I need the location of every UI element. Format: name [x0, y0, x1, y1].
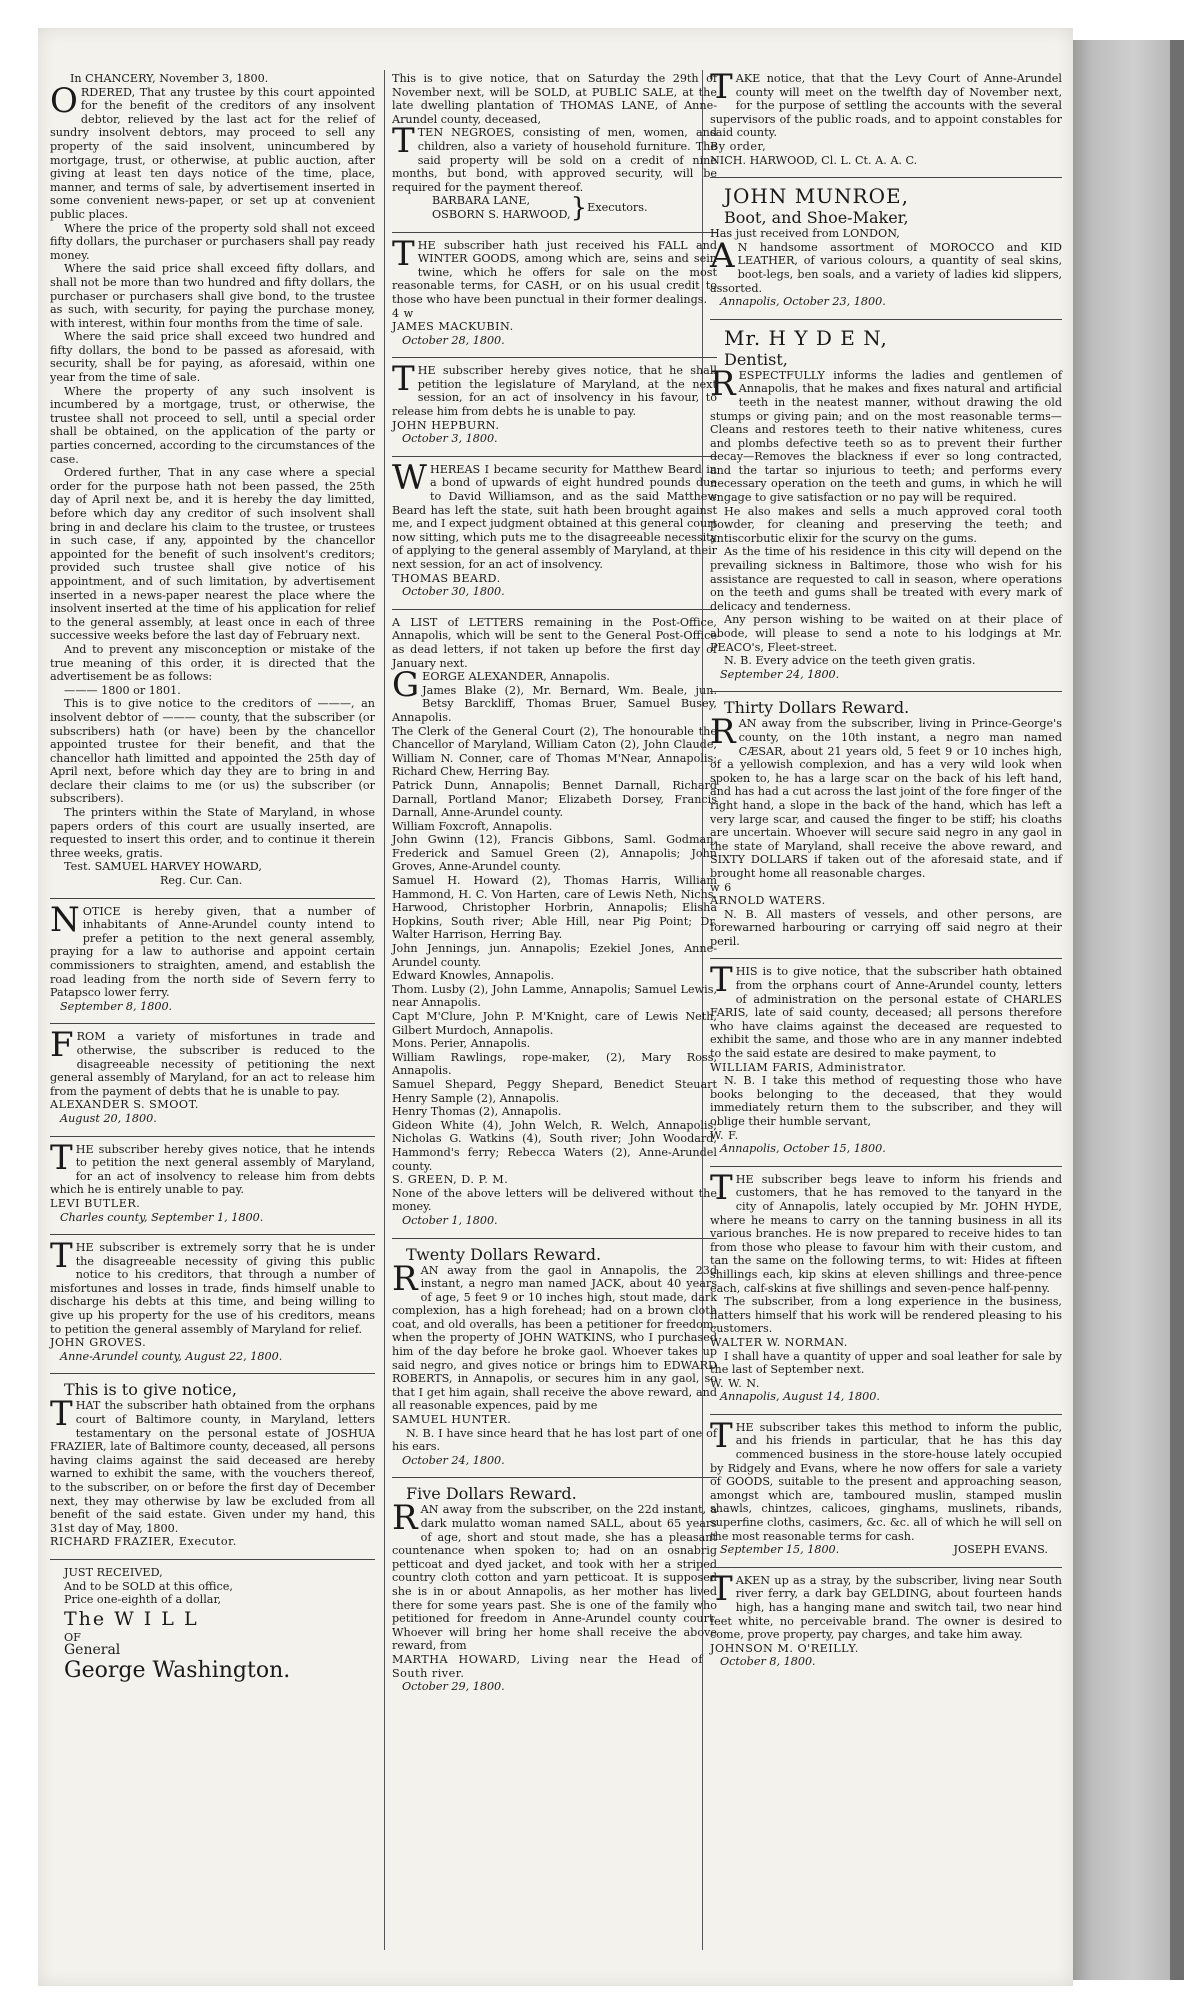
will-line-4: The W I L L [64, 1607, 199, 1630]
divider [710, 1414, 1062, 1415]
mackubin-text: HE subscriber hath just received his FALL and WINTER GOODS, among which are, seins and sein twine, which he offers for sale on the most reasonable terms, for CASH, or on his usual credit to those who have been punctual in their former dealings. [392, 238, 717, 306]
butler-signature: LEVI BUTLER. [50, 1196, 141, 1210]
dropcap-r: R [392, 1498, 418, 1539]
hyden-trade: Dentist, [724, 349, 788, 369]
groves-notice [50, 1236, 375, 1363]
divider [50, 898, 375, 899]
washington-will-ad [50, 1566, 375, 1684]
groves-text: HE subscriber is extremely sorry that he is under the disagreeable necessity of giving this public notice to his creditors, that through a number of misfortunes and losses in trade, finds himself unable to discharge his debts at this time, and being willing to give up his property for the use of his creditors, means to petition the general assembly of Maryland for relief. [50, 1241, 375, 1336]
divider [392, 1477, 717, 1478]
munroe-name: JOHN MUNROE, [724, 184, 909, 209]
chancery-para-6: Ordered further, That in any case where a special order for the purpose hath not been passed, the 25th day of April next be, and it is hereby the day limitted, before which day any creditor of such insolvent shall bring in and declare his claim to the trustee, or trustees in such case, if any, appointed by the chancellor appointed for the benefit of such insolvent's creditors; provided such trustee shall give notice of his appointment, and of such limitation, by advertisement inserted in a news-paper nearest the place where the insolvent inserted at the time of his application for relief to the general assembly, at least once in each of three successive weeks before the last day of February next. [50, 466, 375, 643]
dropcap-t: T [710, 1415, 733, 1456]
road-petition-notice [50, 899, 375, 1014]
levy-text: AKE notice, that that the Levy Court of Anne-Arundel county will meet on the twelfth day of November next, for the purpose of settling the accounts with the several supervisors of the public roads, and to appoint constables for said county. [710, 72, 1062, 140]
hepburn-signature: JOHN HEPBURN. [392, 418, 500, 432]
faris-date: Annapolis, October 15, 1800. [720, 1142, 886, 1156]
letters-date: October 1, 1800. [402, 1213, 498, 1227]
divider [710, 1567, 1062, 1568]
column-1 [50, 72, 375, 1694]
faris-initials: W. F. [710, 1128, 739, 1142]
divider [392, 1238, 717, 1239]
dropcap-a: A [710, 235, 735, 276]
beard-notice [392, 457, 717, 599]
butler-notice [50, 1137, 375, 1225]
dropcap-r: R [392, 1258, 418, 1299]
hepburn-notice [392, 359, 717, 446]
hyden-date: September 24, 1800. [720, 667, 840, 681]
norman-signature: WALTER W. NORMAN. [710, 1335, 848, 1349]
chancery-order [50, 72, 375, 888]
chancery-blank-line: ——— 1800 or 1801. [64, 683, 181, 697]
thirty-signature: ARNOLD WATERS. [710, 894, 826, 908]
norman-text: HE subscriber begs leave to inform his friends and customers, that he has removed to the tanyard in the city of Annapolis, lately occupied by Mr. JOHN HYDE, where he means to carry on the tanning business in all its various branches. He is now prepared to receive hides to tan from those who please to favour him with their custom, and tan the same on the following terms, to wit: Hides at fifteen shillings each, kip skins at eleven shillings and three-pence each, calf-skins at five shillings and seven-pence half-penny. [710, 1172, 1062, 1295]
smoot-date: August 20, 1800. [60, 1111, 157, 1125]
norman-tanyard-notice [710, 1167, 1062, 1404]
page-margin-shadow [1073, 40, 1183, 1980]
will-line-6: General [64, 1642, 121, 1659]
page-edge [1170, 40, 1184, 1980]
divider [710, 691, 1062, 692]
faris-text: HIS is to give notice, that the subscriber hath obtained from the orphans court of Anne-Arundel county, letters of administration on the personal estate of CHARLES FARIS, late of said county, deceased; all persons therefore who have claims against the deceased are requested to exhibit the same, and those who are in any manner indebted to the said estate are desired to make payment, to [710, 965, 1062, 1061]
letters-line: James Blake (2), Mr. Bernard, Wm. Beale, jun. Betsy Barckliff, Thomas Bruer, Samuel Busey, Annapolis. [392, 683, 717, 724]
dropcap-t: T [392, 359, 415, 400]
dropcap-t: T [50, 1394, 73, 1435]
evans-footer [710, 1543, 1062, 1557]
hyden-text: ESPECTFULLY informs the ladies and gentlemen of Annapolis, that he makes and fixes natural and artificial teeth in the neatest manner, without drawing the old stumps or giving pain; and on the most reasonable terms—Cleans and restores teeth to their native whiteness, cures and plombs defective teeth so as to prevent their further decay—Removes the blackness if ever so long contracted, and the tartar so injurious to teeth; and performs every necessary operation on the teeth and gums, in which he will engage to give satisfaction or no pay will be required. [710, 368, 1062, 505]
twenty-title: Twenty Dollars Reward. [406, 1244, 602, 1264]
dropcap-o: O [50, 80, 78, 121]
levy-order: By order, [710, 139, 767, 153]
oreilly-text: AKEN up as a stray, by the subscriber, living near South river ferry, a dark bay GELDING, about fourteen hands high, has a hanging mane and switch tail, two near hind feet white, no perceivable brand. The owner is desired to come, prove property, pay charges, and take him away. [710, 1573, 1062, 1642]
hyden-para-3: As the time of his residence in this city will depend on the prevailing sickness in Baltimore, those who wish for his assistance are requested to call in season, where operations on the teeth and gums shall be treated with every mark of delicacy and tenderness. [710, 545, 1062, 613]
dropcap-t: T [710, 1568, 733, 1609]
oreilly-date: October 8, 1800. [720, 1655, 816, 1669]
letters-list [392, 616, 717, 1228]
dropcap-t: T [710, 67, 733, 107]
divider [710, 1166, 1062, 1167]
lane-executors [392, 194, 717, 221]
thirty-mark: w 6 [710, 880, 732, 894]
divider [50, 1023, 375, 1024]
thirty-title: Thirty Dollars Reward. [724, 698, 910, 718]
munroe-ad [710, 184, 1062, 309]
chancery-test: Test. SAMUEL HARVEY HOWARD, [64, 860, 262, 874]
lane-executors-label: Executors. [587, 201, 648, 215]
chancery-para-9: The printers within the State of Maryland, in whose papers orders of this court are usually inserted, are requested to insert this order, and to continue it therein three weeks, gratis. [50, 806, 375, 860]
dropcap-w: W [392, 457, 427, 498]
evans-text: HE subscriber takes this method to inform the public, and his friends in particular, that he has this day commenced business in the store-house lately occupied by Ridgely and Evans, where he now offers for sale a variety of GOODS, suitable to the present and approaching season, amongst which are, tamboured muslin, stamped muslin shawls, chintzes, calicoes, ginghams, muslinets, ribands, superfine cloths, casimers, &c. &c. all of which he will sell on the most reasonable terms for cash. [710, 1420, 1062, 1543]
evans-signature: JOSEPH EVANS. [953, 1543, 1048, 1557]
road-petition-text: OTICE is hereby given, that a number of inhabitants of Anne-Arundel county intend to prefer a petition to the next general assembly, praying for a law to authorise and appoint certain commissioners to straighten, amend, and establish the road leading from the north side of Severn ferry to Patapsco lower ferry. [50, 904, 375, 1000]
frazier-heading: This is to give notice, [64, 1380, 237, 1400]
dropcap-g: G [392, 665, 420, 706]
evans-date: September 15, 1800. [720, 1543, 840, 1557]
lane-sale-notice [392, 72, 717, 222]
frazier-text: HAT the subscriber hath obtained from the orphans court of Baltimore county, in Maryland, letters testamentary on the personal estate of JOSHUA FRAZIER, late of Baltimore county, deceased, all persons having claims against the said deceased are hereby warned to exhibit the same, with the vouchers thereof, to the subscriber, on or before the first day of December next, they may otherwise by law be excluded from all benefit of the said estate. Given under my hand, this 31st day of May, 1800. [50, 1399, 375, 1535]
road-petition-date: September 8, 1800. [60, 999, 173, 1013]
will-line-7: George Washington. [64, 1657, 291, 1683]
dropcap-t: T [710, 1167, 733, 1208]
letters-line: John Jennings, jun. Annapolis; Ezekiel Jones, Anne-Arundel county. [392, 942, 717, 969]
five-dollar-reward [392, 1484, 717, 1693]
thirty-text: AN away from the subscriber, living in Prince-George's county, on the 10th instant, a negro man named CÆSAR, about 21 years old, 5 feet 9 or 10 inches high, of a yellowish complexion, and has a very wild look when spoken to, he has a large scar on the back of his left hand, and has had a cut across the last joint of the fore finger of the right hand, a slope in the back of the hand, which has left a very large scar, and caused the finger to be stiff; his cloaths are uncertain. Whoever will secure said negro in any gaol in the state of Maryland, shall receive the above reward, and SIXTY DOLLARS if taken out of the aforesaid state, and if brought home all reasonable charges. [710, 717, 1062, 880]
twenty-dollar-reward [392, 1245, 717, 1468]
butler-text: HE subscriber hereby gives notice, that he intends to petition the next general assembly of Maryland, for an act of insolvency to release him from debts which he is entirely unable to pay. [50, 1142, 375, 1197]
letters-line: EORGE ALEXANDER, Annapolis. [422, 670, 610, 684]
letters-line: John Gwinn (12), Francis Gibbons, Saml. Godman, Frederick and Samuel Green (2), Annapolis; John Groves, Anne-Arundel county. [392, 833, 717, 874]
twenty-nb: N. B. I have since heard that he has lost part of one of his ears. [392, 1426, 717, 1454]
beard-text: HEREAS I became security for Matthew Beard in a bond of upwards of eight hundred pounds due to David Williamson, and as the said Matthew Beard has left the state, suit hath been brought against me, and I expect judgment obtained at this general court now sitting, which puts me to the disagreeable necessity of applying to the general assembly of Maryland, at their next session, for an act of insolvency. [392, 462, 717, 571]
beard-date: October 30, 1800. [402, 585, 505, 599]
five-title: Five Dollars Reward. [406, 1484, 577, 1504]
norman-initials: W. W. N. [710, 1376, 760, 1390]
chancery-para-8: This is to give notice to the creditors of ———, an insolvent debtor of ——— county, that the subscriber (or subscribers) hath (or have) been by the chancellor appointed trustee for their benefit, and that the chancellor hath limitted and appointed the 25th day of April next, before which day they are to bring in and declare their claims to me (or us) the subscriber (or subscribers). [50, 697, 375, 806]
will-line-1: JUST RECEIVED, [64, 1565, 163, 1579]
frazier-notice [50, 1380, 375, 1549]
hepburn-date: October 3, 1800. [402, 432, 498, 446]
column-2 [392, 72, 717, 1704]
dropcap-t: T [392, 121, 415, 162]
lane-signature-1: BARBARA LANE, [432, 194, 531, 208]
faris-notice [710, 960, 1062, 1156]
butler-date: Charles county, September 1, 1800. [60, 1210, 264, 1224]
divider [710, 958, 1062, 959]
hyden-para-2: He also makes and sells a much approved coral tooth powder, for cleaning and preserving the teeth; and antiscorbutic elixir for the scurvy on the gums. [710, 504, 1062, 545]
twenty-signature: SAMUEL HUNTER. [392, 1413, 512, 1427]
letters-line: Samuel Shepard, Peggy Shepard, Benedict Steuart Henry Sample (2), Annapolis. [392, 1077, 717, 1105]
smoot-text: ROM a variety of misfortunes in trade and otherwise, the subscriber is reduced to the disagreeable necessity of petitioning the next general assembly of Maryland, for an act to release him from the payment of debts that he is unable to pay. [50, 1030, 375, 1098]
divider [392, 609, 717, 610]
oreilly-stray-notice [710, 1568, 1062, 1669]
column-rule-left [384, 70, 385, 1950]
divider [50, 1373, 375, 1374]
munroe-text: N handsome assortment of MOROCCO and KID LEATHER, of various colours, a quantity of seal skins, boot-legs, ben soals, and a variety of ladies kid slippers, assorted. [710, 240, 1062, 295]
will-line-2: And to be SOLD at this office, [64, 1579, 233, 1593]
hyden-name: Mr. H Y D E N, [724, 325, 888, 350]
column-3 [710, 67, 1062, 1679]
divider [392, 357, 717, 358]
dropcap-r: R [710, 712, 736, 753]
hyden-dentist-ad [710, 326, 1062, 682]
divider [50, 1559, 375, 1560]
norman-para-3: I shall have a quantity of upper and soal leather for sale by the last of September next. [710, 1349, 1062, 1377]
letters-line: William Rawlings, rope-maker, (2), Mary Ross, Annapolis. [392, 1050, 717, 1078]
dropcap-n: N [50, 899, 80, 940]
dropcap-f: F [50, 1025, 74, 1066]
letters-line: Thom. Lusby (2), John Lamme, Annapolis; Samuel Lewis, near Annapolis. [392, 982, 717, 1010]
mackubin-date: October 28, 1800. [402, 333, 505, 347]
hyden-nb: N. B. Every advice on the teeth given gratis. [724, 654, 976, 668]
thirty-dollar-reward [710, 698, 1062, 948]
letters-line: Patrick Dunn, Annapolis; Bennet Darnall, Richard Darnall, Portland Manor; Elizabeth Dorsey, Francis Darnall, Anne-Arundel county. [392, 778, 717, 820]
chancery-heading: In CHANCERY, November 3, 1800. [70, 72, 269, 85]
brace-glyph: } [570, 192, 588, 223]
oreilly-signature: JOHNSON M. O'REILLY. [710, 1641, 859, 1655]
dropcap-t: T [392, 233, 415, 274]
twenty-date: October 24, 1800. [402, 1453, 505, 1467]
letters-note: None of the above letters will be delivered without the money. [392, 1186, 717, 1214]
chancery-para-5: Where the property of any such insolvent is incumbered by a mortgage, trust, or otherwise, the trustee shall not proceed to sell, until a special order shall be obtained, on the application of the party or parties concerned, according to the circumstances of the case. [50, 384, 375, 466]
evans-goods-notice [710, 1415, 1062, 1557]
mackubin-signature: JAMES MACKUBIN. [392, 320, 514, 334]
munroe-sub: Has just received from LONDON, [710, 227, 900, 241]
smoot-notice [50, 1025, 375, 1125]
chancery-para-3: Where the said price shall exceed fifty dollars, and shall not be more than two hundred and fifty dollars, the purchaser or purchasers shall give bond, to the trustee as such, with security, for paying the purchase money, with interest, within four months from the time of sale. [50, 262, 375, 330]
divider [710, 319, 1062, 320]
frazier-signature: RICHARD FRAZIER, Executor. [50, 1535, 237, 1549]
groves-signature: JOHN GROVES. [50, 1336, 147, 1350]
will-line-3: Price one-eighth of a dollar, [64, 1593, 222, 1607]
chancery-para-7: And to prevent any misconception or mistake of the true meaning of this order, it is directed that the advertisement be as follows: [50, 642, 375, 684]
letters-line: Samuel H. Howard (2), Thomas Harris, William Hammond, H. C. Von Harten, care of Lewis Neth, Nichs. Harwood, Christopher Horbrin, Annapolis; Elisha Hopkins, South river; Able Hill, near Pig Point; Dr. Walter Harrison, Herring Bay. [392, 874, 717, 942]
groves-date: Anne-Arundel county, August 22, 1800. [60, 1349, 283, 1363]
levy-signature: NICH. HARWOOD, Cl. L. Ct. A. A. C. [710, 153, 918, 167]
dropcap-t: T [710, 960, 733, 1001]
hepburn-text: HE subscriber hereby gives notice, that he shall petition the legislature of Maryland, at the next session, for an act of insolvency in his favour, to release him from debts he is unable to pay. [392, 364, 717, 419]
faris-nb: N. B. I take this method of requesting those who have books belonging to the deceased, that they would immediately return them to the subscriber, and they will oblige their humble servant, [710, 1074, 1062, 1128]
letters-line: Gideon White (4), John Welch, R. Welch, Annapolis; Nicholas G. Watkins (4), South river; John Woodard, Hammond's ferry; Rebecca Waters (2), Anne-Arundel county. [392, 1118, 717, 1173]
chancery-para-2: Where the price of the property sold shall not exceed fifty dollars, the purchaser or purchasers shall pay ready money. [50, 221, 375, 262]
divider [392, 456, 717, 457]
mackubin-mark: 4 w [392, 306, 414, 320]
will-line-5: OF [64, 1630, 81, 1644]
letters-intro: A LIST of LETTERS remaining in the Post-Office, Annapolis, which will be sent to the General Post-Office as dead letters, if not taken up before the first day of January next. [392, 615, 717, 670]
lane-signature-2: OSBORN S. HARWOOD, [432, 207, 571, 221]
dropcap-t: T [50, 1137, 73, 1178]
letters-line: Henry Thomas (2), Annapolis. [392, 1105, 562, 1119]
five-text: AN away from the subscriber, on the 22d instant, a dark mulatto woman named SALL, about 65 years of age, short and stout made, she has a pleasant countenance when spoken to; had on an osnabrig petticoat and dyed jacket, and took with her a striped country cloth cotton and yarn petticoat. It is supposed she is in or about Annapolis, as her mother has lived there for some years past. She is one of the family who petitioned for freedom in Anne-Arundel county court. Whoever will bring her home shall receive the above reward, from [392, 1503, 717, 1653]
chancery-para-1: RDERED, That any trustee by this court appointed for the benefit of the creditors of any insolvent debtor, relieved by the last act for the relief of sundry insolvent debtors, may proceed to sell any property of the said insolvent, unincumbered by mortgage, trust, or otherwise, at public auction, after giving at least ten days notice of the time, place, manner, and terms of sale, by advertisement inserted in some convenient news-paper, or set up at convenient public places. [50, 85, 375, 221]
thirty-nb: N. B. All masters of vessels, and other persons, are forewarned harbouring or carrying off said negro at their peril. [710, 907, 1062, 948]
letters-signature: S. GREEN, D. P. M. [392, 1173, 509, 1187]
five-signature: MARTHA HOWARD, Living near the Head of South river. [392, 1652, 703, 1680]
divider [392, 232, 717, 233]
letters-line: William Foxcroft, Annapolis. [392, 819, 553, 833]
mackubin-notice [392, 233, 717, 348]
norman-date: Annapolis, August 14, 1800. [720, 1390, 880, 1404]
smoot-signature: ALEXANDER S. SMOOT. [50, 1098, 199, 1112]
beard-signature: THOMAS BEARD. [392, 571, 501, 585]
lane-text: This is to give notice, that on Saturday the 29th of November next, will be SOLD, at PUBLIC SALE, at the late dwelling plantation of THOMAS LANE, of Anne-Arundel county, deceased, [392, 72, 717, 126]
letters-line: Capt M'Clure, John P. M'Knight, care of Lewis Neth, Gilbert Murdoch, Annapolis. [392, 1010, 717, 1037]
chancery-para-4: Where the said price shall exceed two hundred and fifty dollars, the bond to be passed as aforesaid, with security, shall be for paying, as aforesaid, within one year from the time of sale. [50, 330, 375, 385]
faris-signature: WILLIAM FARIS, Administrator. [710, 1060, 907, 1074]
munroe-trade: Boot, and Shoe-Maker, [724, 208, 909, 228]
dropcap-t: T [50, 1236, 73, 1277]
chancery-reg: Reg. Cur. Can. [160, 874, 243, 888]
five-date: October 29, 1800. [402, 1680, 505, 1694]
letters-line: Mons. Perier, Annapolis. [392, 1037, 531, 1051]
letters-line: The Clerk of the General Court (2), The honourable the Chancellor of Maryland, William Caton (2), John Claude, William N. Conner, care of Thomas M'Near, Annapolis; Richard Chew, Herring Bay. [392, 724, 717, 779]
divider [50, 1136, 375, 1137]
munroe-date: Annapolis, October 23, 1800. [720, 295, 886, 309]
divider [50, 1234, 375, 1235]
twenty-text: AN away from the gaol in Annapolis, the 23d instant, a negro man named JACK, about 40 years of age, 5 feet 9 or 10 inches high, stout made, dark complexion, has a high forehead; had on a brown cloth coat, and old overalls, has been a petitioner for freedom, when the property of JOHN WATKINS, who I purchased him of the day before he broke gaol. Whoever takes up said negro, and gives notice or brings him to EDWARD ROBERTS, in Annapolis, or secures him in any gaol, so that I get him again, shall receive the above reward, and all reasonable expences, paid by me [392, 1263, 717, 1413]
divider [710, 177, 1062, 178]
norman-para-2: The subscriber, from a long experience in the business, flatters himself that his work will be rendered pleasing to his customers. [710, 1295, 1062, 1336]
letters-line: Edward Knowles, Annapolis. [392, 969, 555, 983]
lane-text-2: TEN NEGROES, consisting of men, women, and children, also a variety of household furniture. The said property will be sold on a credit of nine months, but bond, with approved security, will be required for the payment thereof. [392, 126, 717, 194]
hyden-para-4: Any person wishing to be waited on at their place of abode, will please to send a note to his lodgings at Mr. PEACO's, Fleet-street. [710, 613, 1062, 654]
levy-court-notice [710, 67, 1062, 167]
dropcap-r: R [710, 363, 736, 404]
